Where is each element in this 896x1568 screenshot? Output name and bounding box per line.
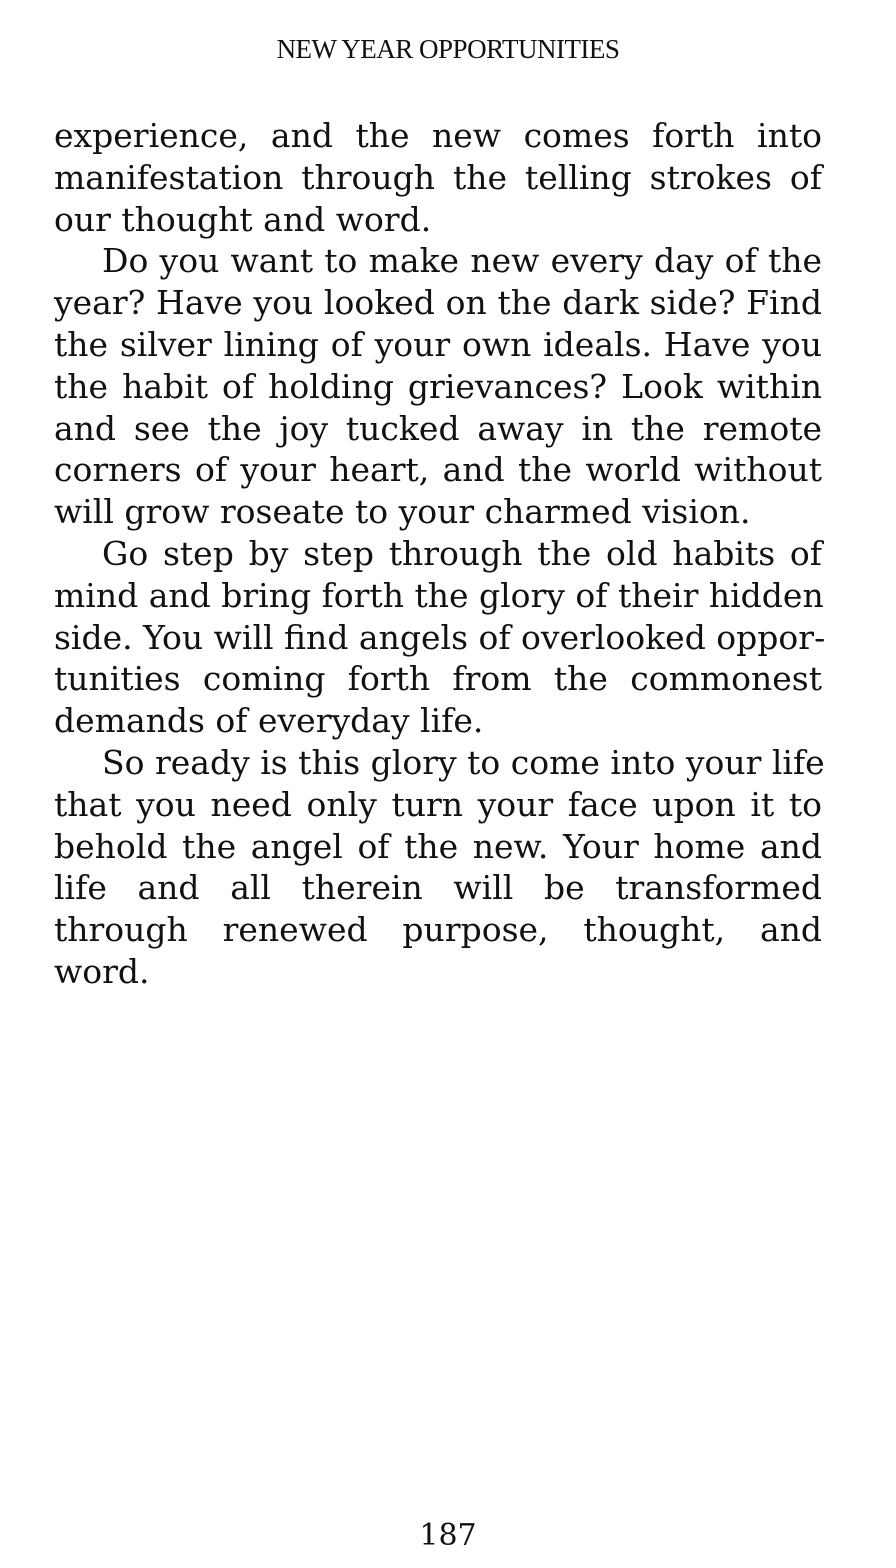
- text-line: the silver lining of your own ideals. Have you: [54, 324, 822, 364]
- text-line: corners of your heart, and the world without: [54, 450, 822, 490]
- text-line: word.: [54, 951, 150, 991]
- text-line: experience, and the new comes forth into: [54, 116, 822, 155]
- running-head: NEW YEAR OPPORTUNITIES: [276, 34, 620, 64]
- text-line: Go step by step through the old habits of: [102, 533, 822, 573]
- text-line: our thought and word.: [54, 199, 432, 239]
- text-line: mind and bring forth the glory of their hidden: [54, 575, 824, 615]
- text-line: through renewed purpose, thought, and: [54, 910, 822, 950]
- text-line: and see the joy tucked away in the remote: [54, 408, 822, 448]
- text-line: So ready is this glory to come into your life: [102, 742, 825, 782]
- text-line: life and all therein will be transformed: [54, 868, 822, 908]
- text-line: year? Have you looked on the dark side? Find: [54, 283, 822, 323]
- text-line: behold the angel of the new. Your home and: [54, 826, 822, 866]
- text-line: Do you want to make new every day of the: [102, 241, 822, 281]
- text-line: manifestation through the telling strokes of: [54, 157, 822, 197]
- text-line: will grow roseate to your charmed vision.: [54, 492, 751, 532]
- text-line: demands of everyday life.: [54, 701, 484, 741]
- body-text: [54, 115, 826, 993]
- text-line: side. You will find angels of overlooked oppor-: [54, 617, 826, 657]
- page-number: 187: [419, 1518, 477, 1553]
- text-line: the habit of holding grievances? Look within: [54, 366, 822, 406]
- text-line: tunities coming forth from the commonest: [54, 659, 822, 699]
- text-line: that you need only turn your face upon it to: [54, 784, 822, 824]
